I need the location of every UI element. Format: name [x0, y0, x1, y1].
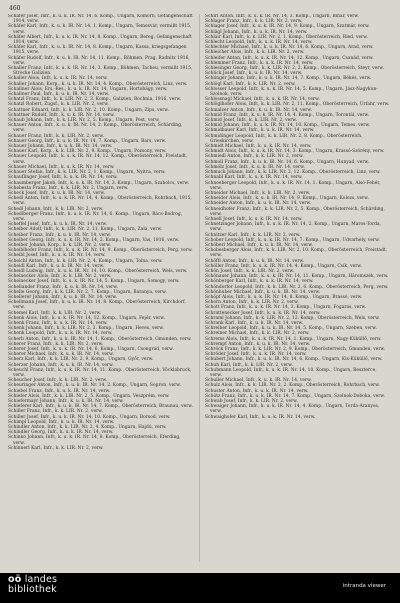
- list-entry: Scheidl Ludwig, Infr., k. u. k. IR. Nr. 14, 10. Komp., Oberösterreich, Wels, verw.: [8, 268, 188, 274]
- list-entry: Scheiblhofer Franz, Infr., k. u. k. IR. Nr. 14, 9. Komp., Oberösterreich, Perg, verw.: [8, 248, 193, 254]
- list-entry: Schedl Johann, Infr., k. k. LIR. Nr. 2, verw.: [8, 206, 104, 212]
- library-logo[interactable]: [8, 575, 57, 595]
- list-entry: Schön Josef, Infr., k. k. LIR. Nr. 2, verw.: [205, 268, 295, 274]
- list-entry: Schauer Franz, Infr., k. k. LIR. Nr. 2, verw.: [8, 133, 105, 139]
- list-entry: Scheiber Franz, Infr., k. u. k. IR. Nr. 14, verw.: [8, 232, 112, 238]
- list-entry: Schneider Anton, Infr., k. u. k. IR. Nr. 14, verw.: [205, 201, 312, 207]
- list-entry: Schimpl Leopold, Infr., k. u. k. IR. Nr. 14, verw.: [8, 419, 115, 425]
- list-entry: Schedlberger Franz, Infr., k. u. k. IR. Nr. 14, 6. Komp., Ungarn, Bács-Bodrog, verw.: [8, 211, 183, 222]
- list-entry: Schwaiger Johann, Infr., k. u. k. IR. Nr. 14, 4. Komp., Ungarn, Torda-Aranyos, verw.: [205, 404, 380, 415]
- list-entry: Schleifer Anton, Infr., k. u. k. IR. Nr. 14, 12. Komp., Ungarn, Csanád, verw.: [205, 55, 374, 61]
- list-entry: Schiller Josef, Infr., k. u. k. IR. Nr. 14, 10. Komp., Ungarn, Borsod, verw.: [8, 414, 171, 420]
- list-entry: Schlossnagl Michael, Infr., k. u. k. IR. Nr. 14, verw.: [205, 97, 320, 103]
- list-entry: Schreiner Michael, Infr., k. k. LIR. Nr. 2, verw.: [205, 331, 310, 337]
- list-entry: Schröck Franz, Infr., k. k. LIR. Nr. 2, 9. Komp., Oberösterreich, Gmunden, verw.: [205, 347, 386, 352]
- list-entry: Schuhmann Leopold, Infr., k. u. k. IR. Nr. 14, 10. Komp., Ungarn, Beszterce, verw.: [205, 367, 377, 379]
- list-entry: Schlemmer Franz, Infr., k. u. k. IR. Nr. 14, verw.: [205, 60, 314, 66]
- list-entry: Schedl Anton, Infr., k. u. k. IR. Nr. 14, 4. Komp., Oberösterreich, Rohrbach, 1915, verw.: [8, 196, 192, 207]
- list-entry: Schlöglhofer Alois, Infr., k. k. LIR. Nr. 2, 11. Komp., Oberösterreich, Urfahr, verw.: [205, 102, 390, 108]
- list-entry: Schäfer Karl, Infr., k. u. k. IR. Nr. 14, 8. Komp., Ungarn, Kassa, kriegsgefangen 1915, verw.: [8, 45, 187, 56]
- list-entry: Schaller Johann, Korp., k. u. k. IR. Nr. 14, 4. Komp., Oberösterreich, Linz, verw.: [8, 81, 188, 87]
- list-entry: Schenk Franz, Infr., k. u. k. IR. Nr. 14, verw.: [8, 320, 108, 326]
- list-entry: Scheibl Josef, Infr., k. u. k. IR. Nr. 14, verw.: [8, 253, 106, 259]
- list-entry: Schattner Eduard, Infr., k. k. LIR. Nr. 2, 10. Komp., Ungarn, Zips, verw.: [8, 107, 170, 113]
- list-entry: Scherz Karl, Infr., k. k. LIR. Nr. 2, 9. Komp., Ungarn, Győr, verw.: [8, 357, 154, 363]
- list-entry: Scheuchl Franz, Infr., k. u. k. IR. Nr. 14, 11. Komp., Oberösterreich, Vöcklabruck, verw.: [8, 367, 192, 379]
- list-entry: Schenk Leopold, Infr., k. u. k. IR. Nr. 14, verw.: [8, 331, 113, 337]
- list-entry: Scherer Franz, Infr., k. k. LIR. Nr. 2, verw.: [8, 341, 104, 347]
- list-entry: Schauer Johann, Infr., k. u. k. IR. Nr. 14, verw.: [8, 144, 113, 150]
- list-entry: Schmiedl Anton, Infr., k. k. LIR. Nr. 2, verw.: [205, 154, 304, 160]
- list-entry: Schreiber Leopold, Infr., k. u. k. IR. Nr. 14, 5. Komp., Ungarn, Szeben, verw.: [205, 326, 377, 332]
- list-entry: Schober Leopold, Infr., k. u. k. IR. Nr. 14, 7. Komp., Ungarn, Udvarhely, verw.: [205, 237, 380, 243]
- list-entry: Schauer Karl, Korp., k. k. LIR. Nr. 2, 9. Komp., Ungarn, Pozsony, verw.: [8, 149, 167, 155]
- list-entry: Schauer Michael, Infr., k. u. k. IR. Nr. 14, verw.: [8, 164, 115, 170]
- list-entry: Schmölz Josef, Infr., k. u. k. IR. Nr. 14, verw.: [205, 164, 305, 170]
- list-entry: Schiebel Franz, Infr., k. u. k. IR. Nr. 14, verw.: [8, 388, 111, 394]
- list-entry: Schaller Alois, Infr., k. u. k. IR. Nr. 14, verw.: [8, 76, 108, 82]
- list-entry: Schnabl Karl, Infr., k. u. k. IR. Nr. 14, verw.: [205, 175, 303, 181]
- list-entry: Scheck Josef, Infr., k. u. k. IR. Nr. 14, verw.: [8, 190, 106, 196]
- list-entry: Schröder Josef, Infr., k. u. k. IR. Nr. 14, verw.: [205, 352, 307, 358]
- list-entry: Scherer Josef, Infr., k. u. k. IR. Nr. 14, 6. Komp., Ungarn, Csongrád, verw.: [8, 347, 174, 352]
- list-entry: Scheuringer Anton, Infr., k. u. k. IR. Nr. 14, 2. Komp., Ungarn, Sopron, verw.: [8, 383, 181, 389]
- list-entry: Schatzl Robert, Zugsf., k. k. LIR. Nr. 2, verw.: [8, 102, 109, 108]
- list-entry: Scheffel Josef, Infr., k. u. k. IR. Nr. 14, verw.: [8, 222, 108, 228]
- list-entry: Schäfer Karl, Infr., k. u. k. IR. Nr. 14, 1. Komp., Ungarn, Temesvár, vermißt 1915, verw.: [8, 24, 192, 35]
- list-entry: Schaub Johann, Infr., k. k. LIR. Nr. 2, 5. Komp., Ungarn, Pest, verw.: [8, 118, 160, 124]
- list-entry: Schaumberger Jakob, Infr., k. u. k. IR. Nr. 14, 3. Komp., Ungarn, Szabolcs, verw.: [8, 180, 190, 186]
- list-entry: Schwab Josef, Infr., k. k. LIR. Nr. 2, verw.: [205, 399, 298, 405]
- list-entry: Schuster Anton, Infr., k. u. k. IR. Nr. 14, verw.: [205, 388, 309, 394]
- list-entry: Schobesberger Alois, Infr., k. k. LIR. Nr. 2, 10. Komp., Oberösterreich, Freistadt, verw.: [205, 248, 388, 259]
- list-entry: Schlägl Johann, Infr., k. u. k. IR. Nr. 14, verw.: [205, 29, 308, 35]
- list-entry: Schrank Karl, Infr., k. u. k. IR. Nr. 14, verw.: [205, 320, 304, 326]
- list-entry: Schebesta Franz, Infr., k. k. LIR. Nr. 2, Ungarn, verw.: [8, 185, 129, 191]
- list-entry: Schaller Franz, Infr., k. u. k. IR. Nr. 14, 3. Komp., Böhmen, Tacheu, vermißt 1915, Strecke Galizien.: [8, 66, 193, 77]
- list-entry: Schuh Karl, Infr., k. k. LIR. Nr. 2, verw.: [205, 362, 293, 368]
- list-entry: Schmid Franz, Infr., k. u. k. IR. Nr. 14, 4. Komp., Ungarn, Torontál, verw.: [205, 112, 370, 118]
- list-entry: Schieferer Karl, Infr., k. u. k. IR. Nr. 14, 7. Komp., Oberösterreich, Braunau, verw.: [8, 404, 193, 410]
- list-entry: Schrems Alois, Infr., k. u. k. IR. Nr. 14, 1. Komp., Ungarn, Nagy-Küküllő, verw.: [205, 336, 382, 342]
- list-entry: Schott Franz, Infr., k. u. k. IR. Nr. 14, 3. Komp., Ungarn, Fogaras, verw.: [205, 305, 367, 311]
- list-entry: Schneeberger Leopold, Infr., k. u. k. IR. Nr. 14, 1. Komp., Ungarn, Alsó-Fehér, verw.: [205, 180, 381, 191]
- list-entry: Schiller Franz, Infr., k. k. LIR. Nr. 2, verw.: [8, 409, 103, 415]
- list-entry: Schenk Johann, Infr., k. k. LIR. Nr. 2, 3. Komp., Ungarn, Heves, verw.: [8, 326, 164, 332]
- list-entry: Schmoll Franz, Infr., k. u. k. IR. Nr. 14, 6. Komp., Ungarn, Hunyad, verw.: [205, 159, 370, 165]
- list-entry: Schönhuber Michael, Infr., k. u. k. IR. Nr. 14, verw.: [205, 289, 321, 295]
- list-entry: Schmidt Alois, Infr., k. u. k. IR. Nr. 14, 3. Komp., Ungarn, Krassó-Szörény, verw.: [205, 149, 385, 155]
- list-entry: Schirl Anton, Infr., k. u. k. IR. Nr. 14, 3. Komp., Ungarn, Bihar, verw.: [205, 14, 360, 19]
- list-entry: Schäfer Josef, Infr., k. u. k. IR. Nr. 14, 6. Komp., Ungarn, Komorn, Gefangenschaft 1914, verw.: [8, 14, 193, 25]
- list-entry: Schnell Josef, Infr., k. u. k. IR. Nr. 14, verw.: [205, 216, 303, 222]
- list-entry: Schwaighofer Karl, Infr., k. u. k. IR. Nr. 14, verw.: [205, 414, 316, 420]
- list-entry: Schlager Josef, Infr., k. u. k. IR. Nr. 14, 9. Komp., Ungarn, Szatmár, verw.: [205, 24, 370, 30]
- list-entry: Schulz Alois, Infr., k. k. LIR. Nr. 2, 2. Komp., Oberösterreich, Rohrbach, verw.: [205, 383, 380, 389]
- list-entry: Scheiber Georg, Infr., k. u. k. IR. Nr. 14, 2. Komp., Ungarn, Vas, 1916, verw.: [8, 237, 180, 243]
- list-entry: Schindler Anton, Infr., k. k. LIR. Nr. 2, 4. Komp., Ungarn, Hajdú, verw.: [8, 425, 167, 431]
- list-entry: Scheiber Adolf, Infr., k. k. LIR. Nr. 2, 11. Komp., Ungarn, Zala, verw.: [8, 227, 163, 233]
- list-entry: Schauer Anton, Infr., k. u. k. IR. Nr. 14, 2. Komp., Oberösterreich, Schärding, verw.: [8, 123, 183, 134]
- list-entry: Schlosser Leopold, Infr., k. u. k. IR. Nr. 14, 5. Komp., Ungarn, Jász-Nagykun-Szolnok, verw.: [205, 86, 378, 98]
- list-entry: Schnetzinger Johann, Infr., k. u. k. IR. Nr. 14, 2. Komp., Ungarn, Maros-Torda, verw.: [205, 222, 382, 233]
- list-entry: Schallner Paul, Infr., k. u. k. IR. Nr. 14, verw.: [8, 92, 110, 98]
- list-entry: Scheiber Johann, Korp., k. k. LIR. Nr. 2, verw.: [8, 242, 111, 248]
- list-entry: Scheinecker Josef, Infr., k. u. k. IR. Nr. 14, 5. Komp., Ungarn, Somogy, verw.: [8, 279, 180, 285]
- list-entry: Schnitzer Karl, Infr., k. k. LIR. Nr. 2, verw.: [205, 232, 301, 238]
- left-column: [8, 14, 193, 564]
- list-entry: Schönberger Karl, Infr., k. u. k. IR. Nr. 14, verw.: [205, 279, 314, 285]
- list-entry: Schauer Leopold, Infr., k. u. k. IR. Nr. 14, 12. Komp., Oberösterreich, Freistadt, verw.: [8, 154, 188, 165]
- page-number: 460: [9, 5, 21, 12]
- list-entry: Schmidinger Leopold, Infr., k. k. LIR. Nr. 2, 8. Komp., Oberösterreich, Grieskirchen, verw.: [205, 133, 363, 144]
- list-entry: Schenk Alois, Infr., k. u. k. IR. Nr. 14, 12. Komp., Ungarn, Fejér, verw.: [8, 315, 166, 321]
- list-entry: Schlechter Michael, Infr., k. u. k. IR. Nr. 14, 6. Komp., Ungarn, Arad, verw.: [205, 45, 374, 51]
- list-entry: Schlecht Leopold, Infr., k. u. k. IR. Nr. 14, verw.: [205, 40, 313, 46]
- column-divider: [199, 14, 200, 562]
- list-entry: Schorn Anton, Infr., k. k. LIR. Nr. 2, verw.: [205, 300, 299, 306]
- logo-ooe: oö: [8, 574, 22, 585]
- list-entry: Schelle Georg, Infr., k. k. LIR. Nr. 2, 7. Komp., Ungarn, Baranya, verw.: [8, 289, 167, 295]
- list-entry: Schellmann Josef, Infr., k. u. k. IR. Nr. 14, 8. Komp., Oberösterreich, Kirchdorf, verw.: [8, 300, 186, 311]
- list-entry: Schindler Georg, Infr., k. u. k. IR. Nr. 14, verw.: [8, 430, 114, 436]
- list-entry: Schmidbauer Karl, Infr., k. u. k. IR. Nr. 14, verw.: [205, 128, 315, 134]
- list-entry: Schöffl Anton, Infr., k. u. k. IR. Nr. 14, verw.: [205, 258, 305, 264]
- list-entry: Schmid Johann, Infr., k. u. k. IR. Nr. 14, 10. Komp., Ungarn, Temes, verw.: [205, 123, 371, 129]
- list-entry: Schiefer Alois, Infr., k. k. LIR. Nr. 2, 5. Komp., Ungarn, Veszprém, verw.: [8, 393, 170, 399]
- list-entry: Schrempf Anton, Infr., k. u. k. IR. Nr. 14, verw.: [205, 341, 311, 347]
- list-entry: Schöpf Alois, Infr., k. u. k. IR. Nr. 14, 8. Komp., Ungarn, Brassó, verw.: [205, 294, 363, 300]
- list-entry: Scheidl Karl, Infr., k. u. k. IR. Nr. 14, verw.: [8, 263, 105, 269]
- list-entry: Schneider Alois, Infr., k. u. k. IR. Nr. 14, 9. Komp., Ungarn, Kolozs, verw.: [205, 196, 369, 202]
- logo-line1: landes: [24, 574, 58, 585]
- list-entry: Schiefermayr Johann, Infr., k. u. k. IR. Nr. 14, verw.: [8, 399, 124, 405]
- list-entry: Schuller Michael, Infr., k. u. k. IR. Nr. 14, verw.: [205, 378, 312, 384]
- right-column: [205, 14, 390, 564]
- list-entry: Schraml Johann, Infr., k. k. LIR. Nr. 2, 12. Komp., Oberösterreich, Wels, verw.: [205, 315, 380, 321]
- list-entry: Scheucher Josef, Infr., k. k. LIR. Nr. 2, verw.: [8, 378, 108, 384]
- list-entry: Schubert Johann, Infr., k. u. k. IR. Nr. 14, 6. Komp., Ungarn, Kis-Küküllő, verw.: [205, 357, 383, 363]
- list-entry: Schrattenecker Josef, Infr., k. u. k. IR. Nr. 14, verw.: [205, 310, 321, 316]
- list-entry: Scheinecker Alois, Infr., k. k. LIR. Nr. 2, verw.: [8, 274, 112, 280]
- list-entry: Schäfer Albert, Infr., k. u. k. IR. Nr. 14, 8. Komp., Ungarn, Bereg, Gefangenschaft 1914, verw.: [8, 34, 192, 46]
- list-entry: Schlick Josef, Infr., k. u. k. IR. Nr. 14, verw.: [205, 71, 303, 77]
- list-entry: Schlögl Karl, Infr., k. k. LIR. Nr. 2, verw.: [205, 81, 296, 87]
- viewer-brand[interactable]: intranda viewer: [342, 583, 386, 589]
- list-entry: Scherer Michael, Infr., k. u. k. IR. Nr. 14, verw.: [8, 352, 114, 358]
- list-entry: Schemel Karl, Infr., k. k. LIR. Nr. 2, verw.: [8, 310, 102, 316]
- list-entry: Schlinger Johann, Infr., k. u. k. IR. Nr. 14, 7. Komp., Ungarn, Békés, verw.: [205, 76, 372, 82]
- list-entry: Schlager Franz, Infr., k. k. LIR. Nr. 2, verw.: [205, 19, 303, 25]
- viewer-footer: [0, 573, 400, 603]
- list-entry: Schöndorfer Leopold, Infr., k. k. LIR. Nr. 2, 6. Komp., Oberösterreich, Perg, verw.: [205, 284, 389, 290]
- list-entry: Schmuck Johann, Infr., k. k. LIR. Nr. 2, 12. Komp., Oberösterreich, Linz, verw.: [205, 170, 381, 176]
- list-entry: Schinnerl Karl, Infr., k. k. LIR. Nr. 2, verw.: [8, 445, 104, 451]
- list-entry: Schellerer Johann, Infr., k. u. k. IR. Nr. 14, verw.: [8, 294, 118, 300]
- list-entry: Schütz Franz, Infr., k. u. k. IR. Nr. 14, 7. Komp., Ungarn, Szolnok-Doboka, verw.: [205, 393, 386, 399]
- list-entry: Schmid Josef, Infr., k. k. LIR. Nr. 2, verw.: [205, 118, 298, 124]
- list-entry: Schneider Michael, Infr., k. k. LIR. Nr. 2, verw.: [205, 190, 311, 196]
- list-entry: Schallner Alois, Ers.-Res., k. u. k. IR. Nr. 14, Ungarn, Hortobágy, verw.: [8, 86, 168, 92]
- list-entry: Schöller Franz, Infr., k. u. k. IR. Nr. 14, 4. Komp., Ungarn, Csík, verw.: [205, 263, 363, 269]
- list-entry: Schellander Franz, Infr., k. u. k. IR. Nr. 14, verw.: [8, 284, 118, 290]
- list-entry: Schleicher Alois, Infr., k. k. LIR. Nr. 2, verw.: [205, 50, 305, 56]
- list-entry: Schattner Rudolf, Infr., k. u. k. IR. Nr. 14, verw.: [8, 112, 115, 118]
- list-entry: Schlesinger Georg, Infr., k. k. LIR. Nr. 2, 2. Komp., Oberösterreich, Steyr, verw.: [205, 66, 385, 72]
- list-entry: Schmalzer Anton, Infr., k. u. k. IR. Nr. 14, verw.: [205, 107, 313, 113]
- list-entry: Schinko Johann, Infr., k. u. k. IR. Nr. 14, 8. Komp., Oberösterreich, Eferding, verw.: [8, 435, 181, 446]
- list-entry: Scheichl Anton, Infr., k. k. LIR. Nr. 2, 4. Komp., Ungarn, Tolna, verw.: [8, 258, 163, 264]
- list-entry: Schönauer Johann, Infr., k. u. k. IR. Nr. 14, 11. Komp., Ungarn, Háromszék, verw.: [205, 274, 389, 280]
- logo-line2: bibliothek: [8, 584, 57, 595]
- list-entry: Schatzl Franz, Infr., k. k. LIR. Nr. 2, 3. Komp., Galizien, Bochnia, 1916, verw.: [8, 97, 182, 103]
- list-entry: Schneidhofer Franz, Infr., k. k. LIR. Nr. 2, 5. Komp., Oberösterreich, Schärding, verw.: [205, 206, 385, 217]
- list-entry: Scherzer Johann, Infr., k. u. k. IR. Nr. 14, verw.: [8, 362, 114, 368]
- list-entry: Schauflinger Josef, Infr., k. u. k. IR. Nr. 14, verw.: [8, 175, 118, 181]
- list-entry: Schmidt Michael, Infr., k. u. k. IR. Nr. 14, verw.: [205, 144, 312, 150]
- list-entry: Schauer Stefan, Infr., k. k. LIR. Nr. 2, 1. Komp., Ungarn, Nyitra, verw.: [8, 170, 166, 176]
- list-entry: Schöberl Michael, Infr., k. u. k. IR. Nr. 14, verw.: [205, 242, 314, 248]
- list-entry: Schäfer Rudolf, Infr., k. u. k. IR. Nr. 14, 11. Komp., Böhmen, Prag, Radnitz 1916, verw.: [8, 55, 190, 66]
- list-entry: Schauer Georg, Infr., k. u. k. IR. Nr. 14, 7. Komp., Ungarn, Bars, verw.: [8, 138, 167, 144]
- list-entry: Schlair Karl, Infr., k. k. LIR. Nr. 2, 1. Komp., Oberösterreich, Ried, verw.: [205, 34, 368, 40]
- list-entry: Scherb Anton, Infr., k. u. k. IR. Nr. 14, 1. Komp., Oberösterreich, Gmunden, verw.: [8, 336, 192, 342]
